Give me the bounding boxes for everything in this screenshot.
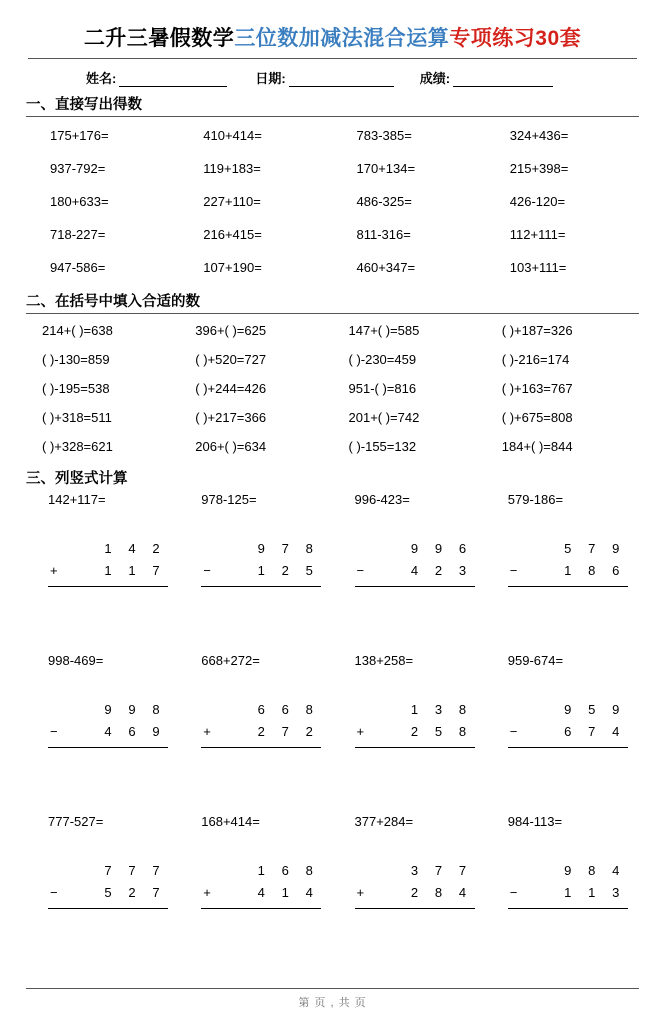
digit: 9: [104, 702, 112, 717]
calculation-rule: [508, 908, 628, 909]
digit: 8: [305, 863, 313, 878]
problem-cell[interactable]: 147+( )=585: [348, 323, 420, 338]
digit: 5: [434, 724, 443, 739]
digit: 7: [128, 863, 136, 878]
digit: 8: [152, 702, 160, 717]
digit-group: [219, 863, 321, 878]
problem-expression[interactable]: 998-469=: [48, 653, 104, 668]
page-title: [26, 22, 639, 52]
answer-space[interactable]: [48, 748, 168, 812]
digit: 4: [305, 885, 313, 900]
column-calculation: [201, 702, 321, 812]
digit: 9: [564, 702, 572, 717]
column-calculation: [508, 863, 628, 909]
digit: 1: [564, 885, 572, 900]
page-footer: [26, 988, 639, 1010]
digit: 4: [128, 541, 136, 556]
digit: 4: [458, 885, 467, 900]
digit-group: [219, 724, 321, 739]
operand-row: [201, 724, 321, 746]
digit: 2: [281, 563, 289, 578]
problem-expression[interactable]: 579-186=: [507, 492, 564, 507]
problem-expression[interactable]: 959-674=: [507, 653, 564, 668]
problem-cell[interactable]: 783-385=: [356, 128, 412, 143]
problem-cell[interactable]: 112+111=: [509, 227, 566, 242]
problem-cell[interactable]: 460+347=: [356, 260, 416, 275]
digit: 7: [281, 541, 289, 556]
operand-row: [508, 885, 628, 907]
section-1-heading: 一、直接写出得数: [26, 93, 639, 117]
problem-cell[interactable]: 426-120=: [509, 194, 566, 209]
problem-cell[interactable]: ( )+163=767: [501, 381, 573, 396]
digit: 9: [612, 702, 620, 717]
addend-row: [201, 863, 321, 885]
problem-cell[interactable]: ( )+318=511: [42, 410, 112, 425]
name-field: [86, 68, 227, 87]
digit-group: [526, 563, 628, 578]
digit: 2: [434, 563, 443, 578]
digit: 3: [410, 863, 419, 878]
date-label: 日期:: [255, 71, 286, 86]
problem-cell[interactable]: ( )-155=132: [348, 439, 417, 454]
problem-cell[interactable]: ( )-195=538: [42, 381, 110, 396]
problem-expression[interactable]: 668+272=: [201, 653, 260, 668]
digit-group: [373, 885, 475, 900]
vertical-calc-block: [333, 814, 486, 909]
digit: 7: [152, 863, 160, 878]
column-calculation: [201, 863, 321, 909]
column-calculation: [48, 702, 168, 812]
digit-group: [66, 724, 168, 739]
problem-cell[interactable]: 215+398=: [509, 161, 569, 176]
operator-symbol: +: [203, 885, 211, 900]
digit-group: [526, 541, 628, 556]
vertical-calc-block: [486, 492, 639, 651]
digit: 4: [612, 863, 620, 878]
problem-cell[interactable]: 811-316=: [356, 227, 411, 242]
operator-symbol: +: [356, 885, 365, 900]
digit: 1: [128, 563, 136, 578]
digit: 4: [257, 885, 265, 900]
operator-symbol: +: [203, 724, 211, 739]
answer-space[interactable]: [201, 748, 321, 812]
digit: 2: [128, 885, 136, 900]
score-label: 成绩:: [419, 71, 451, 86]
digit: 6: [281, 702, 289, 717]
vertical-calc-block: [26, 814, 179, 909]
digit: 9: [612, 541, 620, 556]
vertical-calc-row: [26, 814, 639, 909]
problem-cell[interactable]: 486-325=: [356, 194, 412, 209]
column-calculation: [48, 541, 168, 651]
digit: 1: [410, 702, 419, 717]
digit: 2: [152, 541, 160, 556]
addend-row: [355, 863, 475, 885]
date-field: [255, 68, 393, 87]
digit: 6: [564, 724, 572, 739]
problem-cell[interactable]: ( )+328=621: [42, 439, 113, 454]
digit: 5: [588, 702, 596, 717]
digit: 7: [588, 724, 596, 739]
addend-row: [48, 863, 168, 885]
problem-cell[interactable]: 214+( )=638: [42, 323, 113, 338]
problem-cell[interactable]: 119+183=: [203, 161, 261, 176]
digit: 8: [588, 563, 596, 578]
digit: 5: [564, 541, 572, 556]
column-calculation: [355, 702, 475, 812]
operand-row: [201, 563, 321, 585]
vertical-calc-block: [486, 653, 639, 812]
operand-row: [508, 563, 628, 585]
digit-group: [373, 541, 475, 556]
column-calculation: [48, 863, 168, 909]
addend-row: [508, 702, 628, 724]
digit: 1: [281, 885, 289, 900]
operator-symbol: +: [50, 563, 58, 578]
digit: 6: [128, 724, 136, 739]
problem-expression[interactable]: 996-423=: [354, 492, 410, 507]
vertical-calc-block: [486, 814, 639, 909]
digit: 9: [257, 541, 265, 556]
digit-group: [219, 541, 321, 556]
addend-row: [48, 541, 168, 563]
addend-row: [355, 541, 475, 563]
digit-group: [66, 702, 168, 717]
addend-row: [508, 541, 628, 563]
digit: 1: [104, 563, 112, 578]
digit: 8: [434, 885, 443, 900]
digit-group: [66, 885, 168, 900]
problem-cell[interactable]: 947-586=: [50, 260, 106, 275]
operand-row: [48, 885, 168, 907]
addend-row: [508, 863, 628, 885]
problem-expression[interactable]: 168+414=: [201, 814, 260, 829]
digit: 7: [152, 885, 160, 900]
digit: 9: [128, 702, 136, 717]
problem-cell[interactable]: ( )+217=366: [195, 410, 267, 425]
digit: 1: [257, 563, 265, 578]
problem-cell[interactable]: 396+( )=625: [195, 323, 267, 338]
digit: 5: [104, 885, 112, 900]
operator-symbol: −: [509, 563, 518, 578]
problem-cell[interactable]: 951-( )=816: [348, 381, 417, 396]
score-field: [420, 68, 553, 87]
digit: 7: [152, 563, 160, 578]
digit: 5: [305, 563, 313, 578]
calculation-rule: [355, 908, 475, 909]
title-part-3: 专项练习30套: [449, 27, 582, 50]
digit: 7: [458, 863, 467, 878]
digit: 2: [410, 724, 419, 739]
problem-cell[interactable]: 184+( )=844: [501, 439, 573, 454]
digit: 4: [612, 724, 620, 739]
problem-cell[interactable]: 216+415=: [203, 227, 262, 242]
answer-space[interactable]: [508, 748, 628, 812]
digit: 6: [458, 541, 467, 556]
digit: 1: [588, 885, 596, 900]
vertical-calc-block: [26, 653, 179, 812]
calculation-rule: [201, 908, 321, 909]
problem-cell[interactable]: ( )-130=859: [42, 352, 110, 367]
digit-group: [526, 885, 628, 900]
answer-space[interactable]: [201, 587, 321, 651]
problem-cell[interactable]: 937-792=: [50, 161, 106, 176]
section-3-heading: 三、列竖式计算: [26, 471, 128, 487]
operator-symbol: −: [356, 563, 365, 578]
operand-row: [48, 563, 168, 585]
digit-group: [373, 724, 475, 739]
vertical-calc-block: [333, 492, 486, 651]
column-calculation: [201, 541, 321, 651]
name-input-blank[interactable]: [119, 73, 227, 87]
score-input-blank[interactable]: [453, 73, 553, 87]
vertical-calc-block: [179, 814, 332, 909]
problem-expression[interactable]: 138+258=: [354, 653, 414, 668]
digit: 7: [588, 541, 596, 556]
calculation-rule: [48, 908, 168, 909]
problem-cell[interactable]: ( )+520=727: [195, 352, 267, 367]
digit-group: [66, 863, 168, 878]
problem-cell[interactable]: 175+176=: [50, 128, 109, 143]
digit-group: [373, 702, 475, 717]
student-info-line: [26, 68, 639, 87]
answer-space[interactable]: [508, 587, 628, 651]
digit: 6: [257, 702, 265, 717]
vertical-calc-block: [179, 653, 332, 812]
column-calculation: [508, 702, 628, 812]
problem-expression[interactable]: 377+284=: [354, 814, 414, 829]
digit: 9: [564, 863, 572, 878]
operator-symbol: −: [50, 724, 58, 739]
digit: 4: [104, 724, 112, 739]
digit: 6: [281, 863, 289, 878]
date-input-blank[interactable]: [289, 73, 394, 87]
addend-row: [201, 541, 321, 563]
problem-cell[interactable]: 180+633=: [50, 194, 109, 209]
addend-row: [201, 702, 321, 724]
digit: 2: [410, 885, 419, 900]
problem-cell[interactable]: 324+436=: [509, 128, 569, 143]
digit: 3: [458, 563, 467, 578]
title-part-2: 三位数加减法混合运算: [234, 27, 450, 50]
operator-symbol: −: [203, 563, 211, 578]
column-calculation: [508, 541, 628, 651]
problem-cell[interactable]: 718-227=: [50, 227, 106, 242]
digit: 6: [612, 563, 620, 578]
name-label: 姓名:: [86, 71, 117, 86]
digit: 2: [257, 724, 265, 739]
problem-expression[interactable]: 142+117=: [48, 492, 106, 507]
vertical-calc-row: [26, 653, 639, 812]
digit-group: [526, 863, 628, 878]
digit: 3: [612, 885, 620, 900]
digit-group: [373, 563, 475, 578]
footer-divider: [26, 988, 639, 989]
digit: 1: [104, 541, 112, 556]
problem-cell[interactable]: ( )-230=459: [348, 352, 417, 367]
problem-expression[interactable]: 978-125=: [201, 492, 257, 507]
digit: 9: [434, 541, 443, 556]
digit: 8: [458, 702, 467, 717]
digit: 7: [104, 863, 112, 878]
digit: 8: [305, 702, 313, 717]
problem-cell[interactable]: ( )+187=326: [501, 323, 573, 338]
digit: 9: [152, 724, 160, 739]
operand-row: [355, 885, 475, 907]
digit: 8: [588, 863, 596, 878]
digit-group: [219, 885, 321, 900]
problem-cell[interactable]: 103+111=: [509, 260, 567, 275]
problem-cell[interactable]: ( )-216=174: [501, 352, 570, 367]
problem-cell[interactable]: 206+( )=634: [195, 439, 267, 454]
page-number: 第 页 , 共 页: [298, 997, 367, 1009]
problem-cell[interactable]: 170+134=: [356, 161, 416, 176]
digit: 1: [564, 563, 572, 578]
digit-group: [219, 702, 321, 717]
operator-symbol: +: [356, 724, 365, 739]
title-divider: [28, 58, 637, 59]
digit: 1: [257, 863, 265, 878]
problem-cell[interactable]: ( )+675=808: [501, 410, 573, 425]
problem-cell[interactable]: 410+414=: [203, 128, 262, 143]
operand-row: [48, 724, 168, 746]
digit: 4: [410, 563, 419, 578]
operand-row: [355, 724, 475, 746]
problem-expression[interactable]: 984-113=: [507, 814, 563, 829]
vertical-calc-block: [333, 653, 486, 812]
digit-group: [373, 863, 475, 878]
operand-row: [201, 885, 321, 907]
column-calculation: [355, 541, 475, 651]
digit: 8: [305, 541, 313, 556]
vertical-calc-block: [179, 492, 332, 651]
problem-cell[interactable]: 201+( )=742: [348, 410, 420, 425]
digit-group: [526, 724, 628, 739]
digit: 9: [410, 541, 419, 556]
digit-group: [526, 702, 628, 717]
section-1-problems: [26, 119, 639, 284]
section-2-problems: [26, 316, 639, 461]
operator-symbol: −: [509, 724, 518, 739]
answer-space[interactable]: [355, 748, 475, 812]
column-calculation: [355, 863, 475, 909]
operator-symbol: −: [509, 885, 518, 900]
problem-expression[interactable]: 777-527=: [48, 814, 104, 829]
vertical-calc-row: [26, 492, 639, 651]
digit: 3: [434, 702, 443, 717]
digit-group: [66, 563, 168, 578]
operator-symbol: −: [50, 885, 58, 900]
section-2-heading: 二、在括号中填入合适的数: [26, 290, 639, 314]
answer-space[interactable]: [48, 587, 168, 651]
digit: 2: [305, 724, 313, 739]
digit: 7: [281, 724, 289, 739]
title-part-1: 二升三暑假数学: [83, 27, 235, 50]
operand-row: [508, 724, 628, 746]
problem-cell[interactable]: ( )+244=426: [195, 381, 267, 396]
operand-row: [355, 563, 475, 585]
vertical-calc-block: [26, 492, 179, 651]
problem-cell[interactable]: 227+110=: [203, 194, 261, 209]
digit: 8: [458, 724, 467, 739]
answer-space[interactable]: [355, 587, 475, 651]
digit-group: [66, 541, 168, 556]
digit: 7: [434, 863, 443, 878]
digit-group: [219, 563, 321, 578]
problem-cell[interactable]: 107+190=: [203, 260, 262, 275]
addend-row: [355, 702, 475, 724]
addend-row: [48, 702, 168, 724]
